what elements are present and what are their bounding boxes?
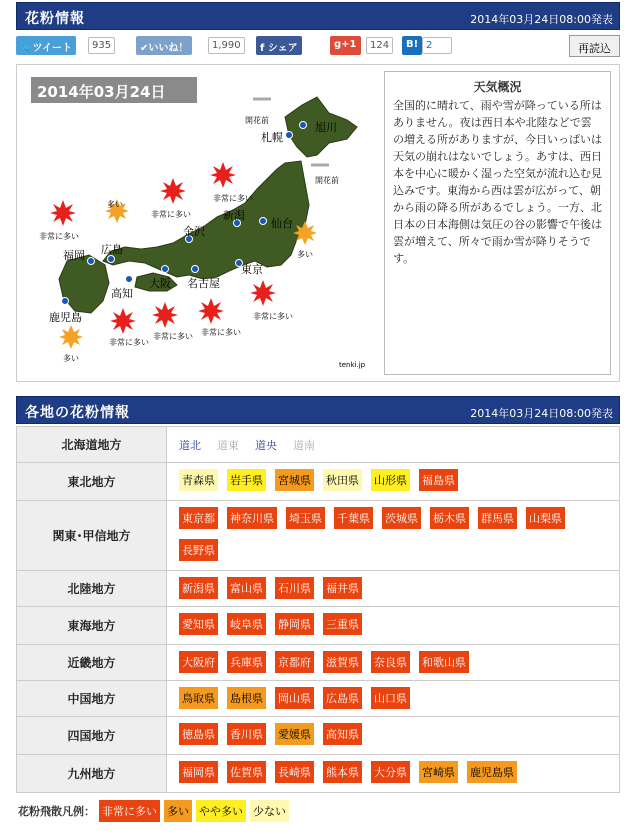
city-label-osaka: 大阪 [149,277,171,290]
prefecture-link[interactable]: 石川県 [275,577,314,599]
regional-table [16,426,620,793]
legend-item: 少ない [250,800,289,822]
region-row [17,462,619,500]
region-row [17,644,619,680]
map-date: 2014年03月24日 [31,77,197,103]
forecast-label: 非常に多い [153,332,193,341]
legend-item: 多い [164,800,192,822]
social-bar [16,34,620,58]
prefecture-link[interactable]: 熊本県 [323,761,362,783]
prefecture-link[interactable]: 富山県 [227,577,266,599]
facebook-icon: f [260,43,265,54]
prefecture-link[interactable]: 埼玉県 [286,507,325,529]
starburst-marker [110,308,136,334]
prefecture-link[interactable]: 道央 [255,439,277,452]
prefecture-link[interactable]: 山形県 [371,469,410,491]
weather-text: 全国的に晴れて、雨や雪が降っている所はありません。夜は西日本や北陸などで雲の増える所がありますが、今日いっぱいは天気の崩れはないでしょう。あすは、西日本を中心に暖かく湿った空気が流れ込む見込みです。東海から西は雲が広がって、朝から雨の降る所があるでしょう。一方、北日本の日本海側は気圧の谷の影響で午後は雲が増えて、所々で雨か雪が降りそうです。 [393,99,602,265]
like-button[interactable]: ✔いいね！ [136,36,192,55]
region-row [17,606,619,644]
tweet-button[interactable]: 🐦ツイート [16,36,76,55]
region-name: 北海道地方 [17,427,167,462]
prefecture-list [167,755,619,792]
city-label-fukuoka: 福岡 [63,249,85,262]
prefecture-link[interactable]: 道北 [179,439,201,452]
prefecture-link[interactable]: 愛媛県 [275,723,314,745]
city-dot [300,122,307,129]
prefecture-link[interactable]: 岩手県 [227,469,266,491]
prefecture-link[interactable]: 高知県 [323,723,362,745]
city-dot [260,218,267,225]
city-label-kochi: 高知 [111,287,133,300]
region-name: 四国地方 [17,717,167,754]
prefecture-link[interactable]: 新潟県 [179,577,218,599]
prefecture-link[interactable]: 大阪府 [179,651,218,673]
prefecture-link[interactable]: 群馬県 [478,507,517,529]
region-row [17,426,619,462]
prefecture-link[interactable]: 和歌山県 [419,651,469,673]
legend-item: やや多い [196,800,246,822]
city-dot [126,276,133,283]
city-label-sapporo: 札幌 [261,131,283,144]
prefecture-link[interactable]: 滋賀県 [323,651,362,673]
prefecture-link[interactable]: 神奈川県 [227,507,277,529]
header-bar [16,2,620,30]
gplus-count: 124 [366,37,393,54]
prefecture-link[interactable]: 福井県 [323,577,362,599]
prefecture-link[interactable]: 宮崎県 [419,761,458,783]
prefecture-link[interactable]: 栃木県 [430,507,469,529]
regional-date: 2014年03月24日08:00発表 [470,407,613,420]
weather-title: 天気概況 [473,80,522,94]
prefecture-link[interactable]: 香川県 [227,723,266,745]
region-name: 九州地方 [17,755,167,792]
prefecture-link[interactable]: 静岡県 [275,613,314,635]
prefecture-link[interactable]: 秋田県 [323,469,362,491]
prefecture-link[interactable]: 大分県 [371,761,410,783]
regional-title: 各地の花粉情報 [25,405,130,421]
prefecture-link: 道南 [293,439,315,452]
forecast-label: 開花前 [245,116,269,125]
map-credit: tenki.jp [339,361,366,369]
forecast-label: 非常に多い [253,312,293,321]
prefecture-list [167,501,619,570]
prefecture-list [167,571,619,606]
prefecture-link[interactable]: 三重県 [323,613,362,635]
prefecture-link[interactable]: 千葉県 [334,507,373,529]
hatena-count: 2 [422,37,452,54]
starburst-marker [210,162,236,188]
prefecture-link[interactable]: 東京都 [179,507,218,529]
prefecture-link[interactable]: 岡山県 [275,687,314,709]
starburst-marker [152,302,178,328]
region-row [17,716,619,754]
like-count: 1,990 [208,37,245,54]
city-dot [192,266,199,273]
prefecture-list [167,427,619,462]
weather-summary [384,71,611,375]
header-date: 2014年03月24日08:00発表 [470,13,613,26]
prefecture-link[interactable]: 愛知県 [179,613,218,635]
check-icon: ✔ [140,43,149,54]
prefecture-link[interactable]: 鹿児島県 [467,761,517,783]
forecast-label: 非常に多い [109,338,149,347]
prefecture-list [167,607,619,644]
prefecture-link[interactable]: 鳥取県 [179,687,218,709]
prefecture-link[interactable]: 京都府 [275,651,314,673]
prefecture-link: 道東 [217,439,239,452]
prefecture-link[interactable]: 宮城県 [275,469,314,491]
region-name: 東海地方 [17,607,167,644]
city-label-tokyo: 東京 [241,263,263,276]
starburst-marker [250,280,276,306]
starburst-marker [50,200,76,226]
prefecture-link[interactable]: 茨城県 [382,507,421,529]
city-label-sendai: 仙台 [271,217,293,230]
city-label-hiroshima: 広島 [101,243,123,256]
prefecture-link[interactable]: 兵庫県 [227,651,266,673]
prefecture-list [167,645,619,680]
city-label-asahikawa: 旭川 [315,121,337,134]
pollen-map-panel [16,64,620,382]
region-name: 関東･甲信地方 [17,501,167,570]
prefecture-link[interactable]: 長崎県 [275,761,314,783]
forecast-label: 非常に多い [213,194,253,203]
region-name: 東北地方 [17,463,167,500]
city-label-niigata: 新潟 [223,209,245,222]
region-row [17,680,619,716]
forecast-label: 多い [297,250,313,259]
tweet-count: 935 [88,37,115,54]
prefecture-link[interactable]: 岐阜県 [227,613,266,635]
prefecture-list [167,717,619,754]
pollen-legend [18,800,293,822]
legend-items [99,800,293,822]
starburst-marker [160,178,186,204]
prefecture-link[interactable]: 島根県 [227,687,266,709]
forecast-label: 非常に多い [39,232,79,241]
legend-title: 花粉飛散凡例： [18,805,95,818]
facebook-share-button[interactable]: f シェア [256,36,302,55]
region-row [17,754,619,792]
prefecture-link[interactable]: 奈良県 [371,651,410,673]
city-dot [162,266,169,273]
gplus-button[interactable]: g+1 [330,36,361,55]
forecast-label: 開花前 [315,176,339,185]
forecast-label: 多い [107,200,123,209]
prefecture-link[interactable]: 長野県 [179,539,218,561]
region-row [17,500,619,570]
legend-item: 非常に多い [99,800,160,822]
city-dot [62,298,69,305]
prefecture-link[interactable]: 福島県 [419,469,458,491]
prefecture-link[interactable]: 山口県 [371,687,410,709]
regional-header [16,396,620,424]
starburst-marker [198,298,224,324]
city-label-nagoya: 名古屋 [187,277,220,290]
region-row [17,570,619,606]
starburst-marker [59,325,83,349]
city-dot [286,132,293,139]
region-name: 北陸地方 [17,571,167,606]
twitter-icon: 🐦 [20,43,33,54]
prefecture-link[interactable]: 広島県 [323,687,362,709]
forecast-label: 多い [63,354,79,363]
city-dot [88,258,95,265]
page-title: 花粉情報 [25,11,85,27]
reload-button[interactable]: 再読込 [569,35,620,57]
prefecture-link[interactable]: 山梨県 [526,507,565,529]
prefecture-list [167,681,619,716]
region-name: 近畿地方 [17,645,167,680]
city-label-kagoshima: 鹿児島 [49,311,82,324]
forecast-label: 非常に多い [201,328,241,337]
hatena-button[interactable]: B! [402,36,422,55]
prefecture-link[interactable]: 福岡県 [179,761,218,783]
city-label-kanazawa: 金沢 [183,225,205,238]
prefecture-link[interactable]: 徳島県 [179,723,218,745]
forecast-label: 非常に多い [151,210,191,219]
prefecture-link[interactable]: 佐賀県 [227,761,266,783]
prefecture-link[interactable]: 青森県 [179,469,218,491]
prefecture-list [167,463,619,500]
region-name: 中国地方 [17,681,167,716]
